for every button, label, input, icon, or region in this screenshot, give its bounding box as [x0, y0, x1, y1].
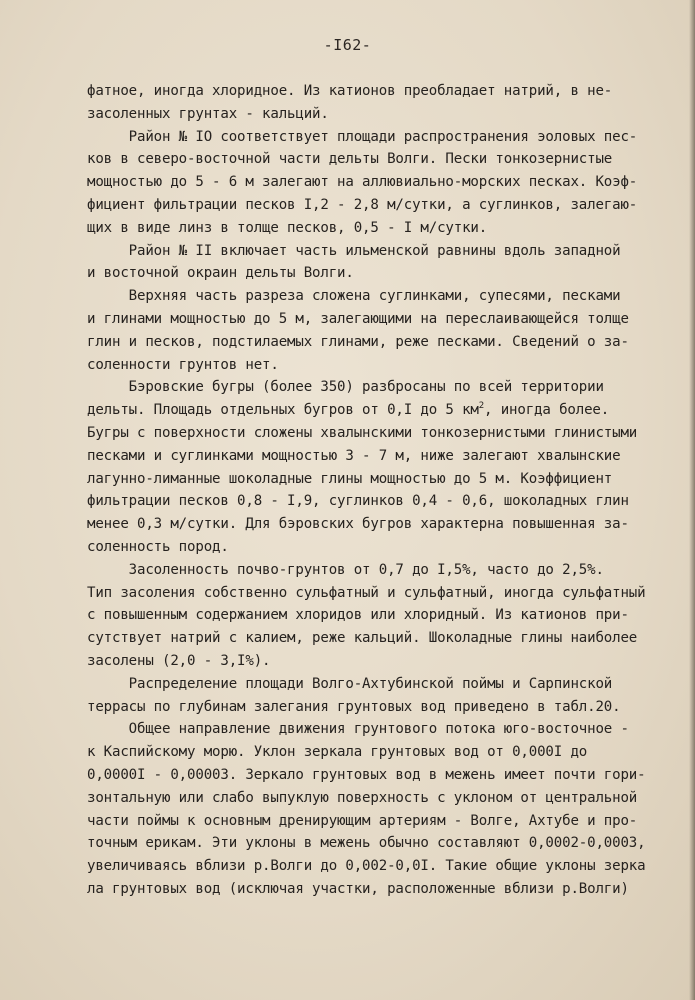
text-line: фициент фильтрации песков I,2 - 2,8 м/сутки, а суглинков, залегаю- — [87, 196, 638, 213]
text-line: ла грунтовых вод (исключая участки, расположенные вблизи р.Волги) — [87, 880, 629, 897]
text-line: 0,0000I - 0,00003. Зеркало грунтовых вод в межень имеет почти гори- — [87, 766, 646, 783]
text-line: сутствует натрий с калием, реже кальций. Шоколадные глины наиболее — [87, 630, 638, 647]
text-line: глин и песков, подстилаемых глинами, реже песками. Сведений о за- — [87, 333, 629, 350]
body-text — [87, 80, 695, 901]
text-line: Бугры с поверхности сложены хвалынскими тонкозернистыми глинистыми — [87, 424, 638, 441]
text-line: и глинами мощностью до 5 м, залегающими на переслаивающейся толще — [87, 310, 629, 327]
text-line: точным ерикам. Эти уклоны в межень обычно составляют 0,0002-0,0003, — [87, 835, 646, 852]
text-line: террасы по глубинам залегания грунтовых вод приведено в табл.20. — [87, 698, 621, 715]
text-line: Тип засоления собственно сульфатный и сульфатный, иногда сульфатный — [87, 584, 646, 601]
text-line: Район № IO соответствует площади распространения эоловых пес- — [87, 128, 638, 145]
text-line: менее 0,3 м/сутки. Для бэровских бугров характерна повышенная за- — [87, 516, 629, 533]
text-line: ков в северо-восточной части дельты Волги. Пески тонкозернистые — [87, 151, 613, 168]
text-line: с повышенным содержанием хлоридов или хлоридный. Из катионов при- — [87, 607, 629, 624]
text-line: соленности грунтов нет. — [87, 356, 279, 373]
text-line: Верхняя часть разреза сложена суглинками, супесями, песками — [87, 288, 621, 305]
text-line: песками и суглинками мощностью 3 - 7 м, ниже залегают хвалынские — [87, 447, 621, 464]
text-line: Бэровские бугры (более 350) разбросаны по всей территории — [87, 379, 604, 396]
text-line: засоленных грунтах - кальций. — [87, 105, 329, 122]
text-line: соленность пород. — [87, 538, 229, 555]
text-line: фильтрации песков 0,8 - I,9, суглинков 0,4 - 0,6, шоколадных глин — [87, 493, 629, 510]
text-line: фатное, иногда хлоридное. Из катионов преобладает натрий, в не- — [87, 83, 613, 99]
text-segment: , иногда более. — [484, 402, 610, 419]
text-line: Засоленность почво-грунтов от 0,7 до I,5%, часто до 2,5%. — [87, 561, 604, 578]
text-line: Общее направление движения грунтового потока юго-восточное - — [87, 721, 629, 738]
text-line: к Каспийскому морю. Уклон зеркала грунтовых вод от 0,000I до — [87, 744, 588, 761]
text-line: и восточной окраин дельты Волги. — [87, 265, 354, 282]
text-line: увеличиваясь вблизи р.Волги до 0,002-0,0I. Такие общие уклоны зерка — [87, 858, 646, 875]
text-line: щих в виде линз в толще песков, 0,5 - I м/сутки. — [87, 219, 488, 236]
text-line: зонтальную или слабо выпуклую поверхность с уклоном от центральной — [87, 789, 638, 806]
text-line: мощностью до 5 - 6 м залегают на аллювиально-морских песках. Коэф- — [87, 174, 638, 191]
page-number: -I62- — [323, 36, 372, 54]
text-line: засолены (2,0 - 3,I%). — [87, 652, 271, 669]
superscript: 2 — [478, 401, 485, 412]
text-segment: дельты. Площадь отдельных бугров от 0,I до 5 км — [87, 402, 479, 419]
text-line: Распределение площади Волго-Ахтубинской поймы и Сарпинской — [87, 675, 613, 692]
text-line: части поймы к основным дренирующим артериям - Волге, Ахтубе и про- — [87, 812, 638, 829]
text-line: лагунно-лиманные шоколадные глины мощностью до 5 м. Коэффициент — [87, 470, 613, 487]
text-line: Район № II включает часть ильменской равнины вдоль западной — [87, 242, 621, 259]
text-line-with-superscript — [87, 399, 695, 422]
